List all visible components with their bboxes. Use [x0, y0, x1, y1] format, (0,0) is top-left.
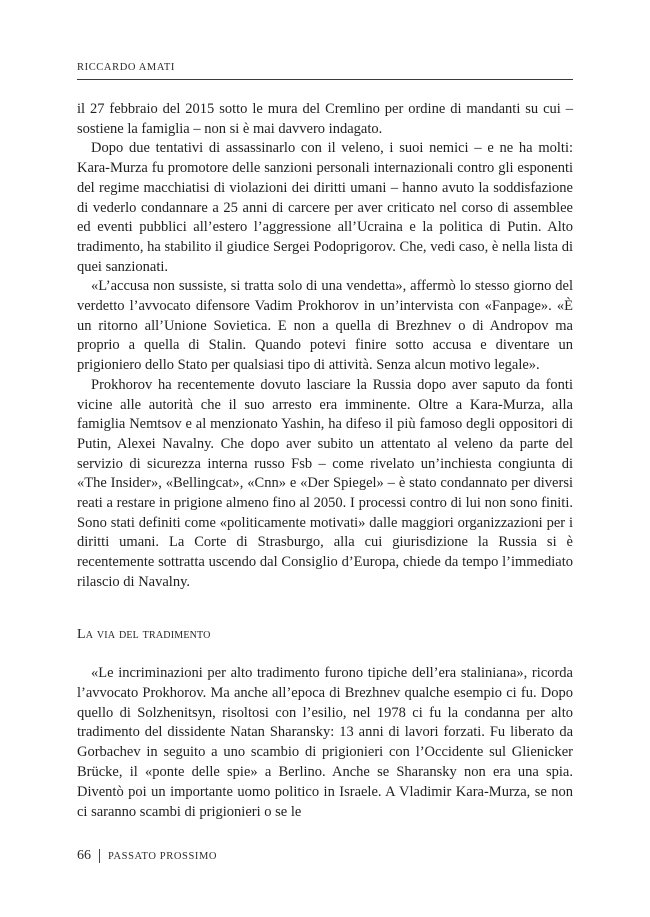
paragraph: «L’accusa non sussiste, si tratta solo di una vendetta», affermò lo stesso giorno del verdetto l’avvocato difensore Vadim Prokhorov in un’intervista con «Fanpage». «È un ritorno all’Unione Sovietica. E non a quella di Brezhnev o di Andropov ma proprio a quella di Stalin. Quando potevi finire sotto accusa e diventare un prigioniero dello Stato per qualsiasi tipo di attività. Senza alcun motivo legale». [77, 278, 573, 374]
page-number: 66 [77, 848, 91, 863]
paragraph: il 27 febbraio del 2015 sotto le mura del Cremlino per ordine di mandanti su cui – sostiene la famiglia – non si è mai davvero indagato. [77, 101, 573, 137]
body-text [77, 100, 573, 593]
paragraph: Dopo due tentativi di assassinarlo con il veleno, i suoi nemici – e ne ha molti: Kara-Murza fu promotore delle sanzioni personali internazionali contro gli esponenti del regime macchiatisi di violazioni dei diritti umani – hanno avuto la soddisfazione di vederlo condannare a 25 anni di carcere per aver criticato nel corso di assemblee ed eventi pubblici all’estero l’aggressione all’Ucraina e la politica di Putin. Alto tradimento, ha stabilito il giudice Sergei Podoprigorov. Che, vedi caso, è nella lista di quei sanzionati. [77, 140, 573, 275]
paragraph: «Le incriminazioni per alto tradimento furono tipiche dell’era staliniana», ricorda l’avvocato Prokhorov. Ma anche all’epoca di Brezhnev qualche esempio ci fu. Dopo quello di Solzhenitsyn, risoltosi con l’esilio, nel 1978 ci fu la condanna per alto tradimento del dissidente Natan Sharansky: 13 anni di lavori forzati. Fu liberato da Gorbachev in seguito a uno scambio di prigionieri con l’Occidente sul Glienicker Brücke, il «ponte delle spie» a Berlino. Anche se Sharansky non era una spia. Diventò poi un importante uomo politico in Israele. A Vladimir Kara-Murza, se non ci saranno scambi di prigionieri o se le [77, 665, 573, 820]
paragraph: Prokhorov ha recentemente dovuto lasciare la Russia dopo aver saputo da fonti vicine alle autorità che il suo arresto era imminente. Oltre a Kara-Murza, alla famiglia Nemtsov e al menzionato Yashin, ha difeso il più famoso degli oppositori di Putin, Alexei Navalny. Che dopo aver subito un attentato al veleno da parte del servizio di sicurezza interna russo Fsb – come rivelato un’inchiesta congiunta di «The Insider», «Bellingcat», «Cnn» e «Der Spiegel» – è stato condannato per diversi reati a restare in prigione almeno fino al 2050. I processi contro di lui non sono finiti. Sono stati definiti come «politicamente motivati» dalle maggiori organizzazioni per i diritti umani. La Corte di Strasburgo, alla cui giurisdizione la Russia si è recentemente sottratta uscendo dal Consiglio d’Europa, chiede da tempo l’immediato rilascio di Navalny. [77, 376, 573, 590]
page-footer [77, 848, 217, 864]
running-head: RICCARDO AMATI [77, 62, 175, 73]
section-body-text [77, 664, 573, 822]
footer-separator [99, 849, 100, 863]
book-title: PASSATO PROSSIMO [108, 850, 218, 862]
section-title: La via del tradimento [77, 627, 211, 642]
header-rule [77, 79, 573, 80]
